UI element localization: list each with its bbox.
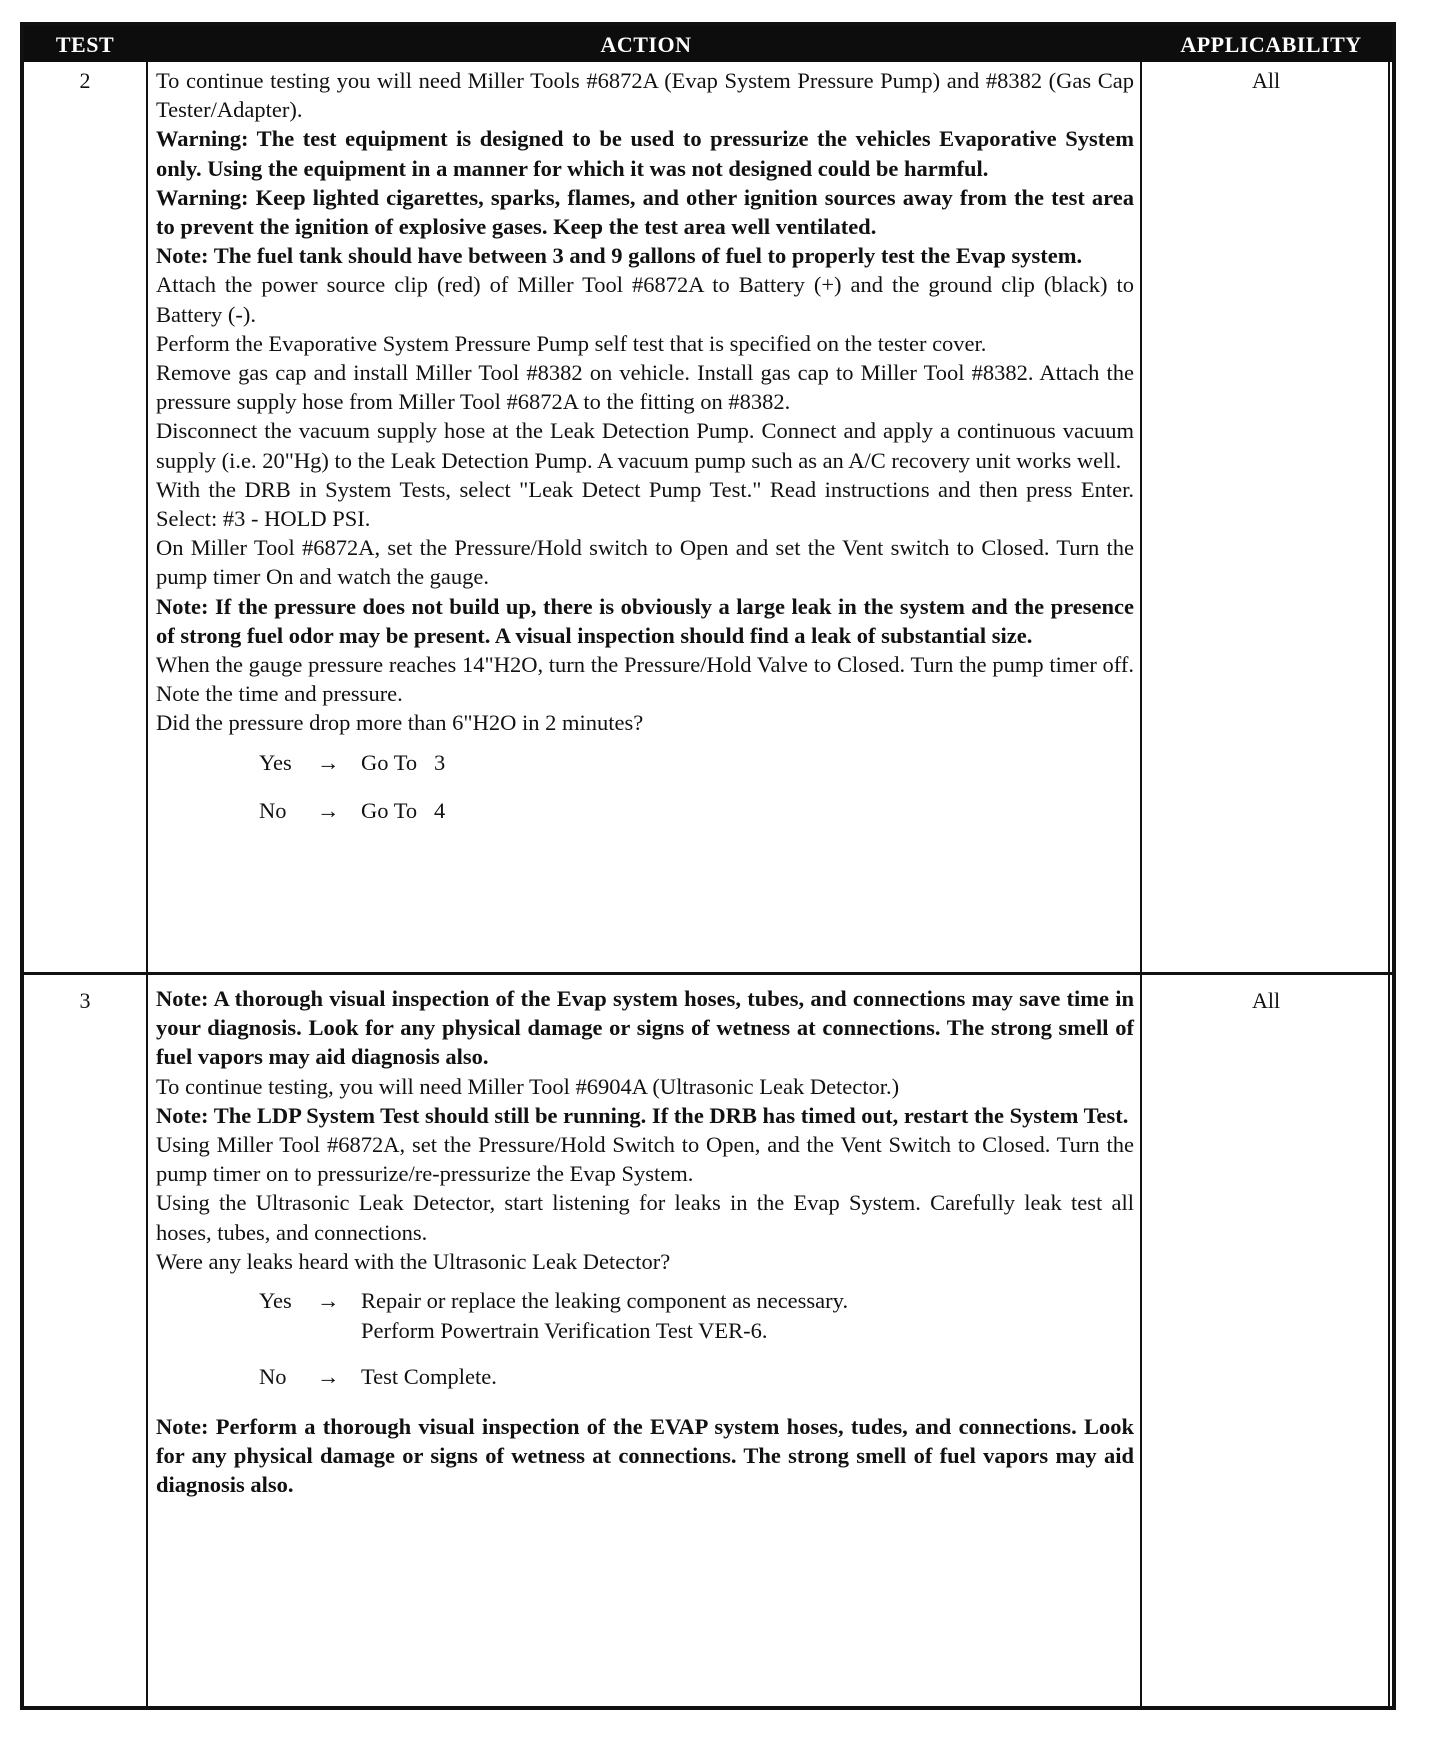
- question-text: Did the pressure drop more than 6"H2O in 2 minutes?: [156, 710, 644, 736]
- branch-target: Go To 3: [361, 749, 446, 775]
- instruction-text: To continue testing you will need Miller Tools #6872A (Evap System Pressure Pump) and #8382 (Gas Cap Tester/Adapter).: [156, 68, 1134, 123]
- instruction-text: With the DRB in System Tests, select "Leak Detect Pump Test." Read instructions and then press Enter. Select: #3 - HOLD PSI.: [156, 476, 1134, 532]
- right-arrow-icon: →: [317, 797, 340, 823]
- right-arrow-icon: →: [317, 1288, 340, 1314]
- instruction-text: When the gauge pressure reaches 14"H2O, turn the Pressure/Hold Valve to Closed. Turn the pump timer off. Note the time and pressure.: [156, 652, 1134, 707]
- branch-target: Go To 4: [361, 797, 446, 823]
- instruction-text: Attach the power source clip (red) of Miller Tool #6872A to Battery (+) and the ground clip (black) to Battery (-).: [156, 272, 1134, 327]
- branch-target: Test Complete.: [361, 1364, 497, 1390]
- applicability-value: All: [1251, 68, 1281, 93]
- question-text: Were any leaks heard with the Ultrasonic Leak Detector?: [156, 1248, 671, 1274]
- note-text: Note: A thorough visual inspection of the Evap system hoses, tubes, and connections may save time in your diagnosis. Look for any physical damage or signs of wetness at connections. The strong smell of fuel vapors may aid diagnosis also.: [156, 986, 1134, 1070]
- test-number: 3: [79, 988, 91, 1013]
- header-test: TEST: [55, 32, 115, 57]
- branch-answer: No: [259, 1364, 287, 1390]
- branch-yes: [156, 738, 1134, 786]
- instruction-text: Remove gas cap and install Miller Tool #8382 on vehicle. Install gas cap to Miller Tool #8382. Attach the pressure supply hose from Miller Tool #6872A to the fitting on #8382.: [156, 360, 1134, 415]
- right-arrow-icon: →: [317, 1364, 340, 1390]
- branch-yes: [156, 1276, 1134, 1352]
- action-step-3: [156, 984, 1134, 1500]
- diagnostic-table: [20, 22, 1396, 1710]
- branch-answer: Yes: [259, 749, 292, 775]
- branch-no: [156, 786, 1134, 834]
- branch-target: Repair or replace the leaking component as necessary.: [361, 1288, 849, 1314]
- applicability-value: All: [1251, 988, 1281, 1013]
- header-action: ACTION: [600, 32, 692, 57]
- action-step-2: [156, 66, 1134, 834]
- branch-answer: No: [259, 797, 287, 823]
- column-divider: [146, 62, 148, 1710]
- table-header: [24, 26, 1392, 62]
- instruction-text: Using Miller Tool #6872A, set the Pressure/Hold Switch to Open, and the Vent Switch to Closed. Turn the pump timer on to pressurize/re-pressurize the Evap System.: [156, 1132, 1134, 1187]
- branch-no: [156, 1352, 1134, 1404]
- note-text: Note: If the pressure does not build up, there is obviously a large leak in the system and the presence of strong fuel odor may be present. A visual inspection should find a leak of substantial size.: [156, 593, 1134, 648]
- instruction-text: Disconnect the vacuum supply hose at the Leak Detection Pump. Connect and apply a continuous vacuum supply (i.e. 20"Hg) to the Leak Detection Pump. A vacuum pump such as an A/C recovery unit works well.: [156, 418, 1134, 473]
- instruction-text: Using the Ultrasonic Leak Detector, start listening for leaks in the Evap System. Carefully leak test all hoses, tubes, and connections.: [156, 1190, 1134, 1245]
- instruction-text: To continue testing, you will need Miller Tool #6904A (Ultrasonic Leak Detector.): [156, 1073, 900, 1099]
- warning-text: Warning: The test equipment is designed to be used to pressurize the vehicles Evaporative System only. Using the equipment in a manner for which it was not designed could be harmful.: [156, 126, 1134, 181]
- column-divider: [1388, 62, 1390, 1710]
- note-text: Note: Perform a thorough visual inspection of the EVAP system hoses, tudes, and connections. Look for any physical damage or signs of wetness at connections. The strong smell of fuel vapors may aid diagnosis also.: [156, 1414, 1134, 1498]
- note-text: Note: The LDP System Test should still be running. If the DRB has timed out, restart the System Test.: [156, 1102, 1129, 1128]
- note-text: Note: The fuel tank should have between 3 and 9 gallons of fuel to properly test the Evap system.: [156, 243, 1083, 269]
- warning-text: Warning: Keep lighted cigarettes, sparks, flames, and other ignition sources away from the test area to prevent the ignition of explosive gases. Keep the test area well ventilated.: [156, 184, 1134, 240]
- instruction-text: On Miller Tool #6872A, set the Pressure/Hold switch to Open and set the Vent switch to Closed. Turn the pump timer On and watch the gauge.: [156, 535, 1134, 590]
- branch-target-continued: Perform Powertrain Verification Test VER-6.: [361, 1318, 768, 1344]
- instruction-text: Perform the Evaporative System Pressure Pump self test that is specified on the tester cover.: [156, 330, 987, 356]
- test-number: 2: [79, 68, 91, 93]
- column-divider: [1140, 62, 1142, 1710]
- row-divider: [24, 972, 1392, 975]
- branch-answer: Yes: [259, 1288, 292, 1314]
- header-applicability: APPLICABILITY: [1180, 32, 1362, 57]
- right-arrow-icon: →: [317, 749, 340, 775]
